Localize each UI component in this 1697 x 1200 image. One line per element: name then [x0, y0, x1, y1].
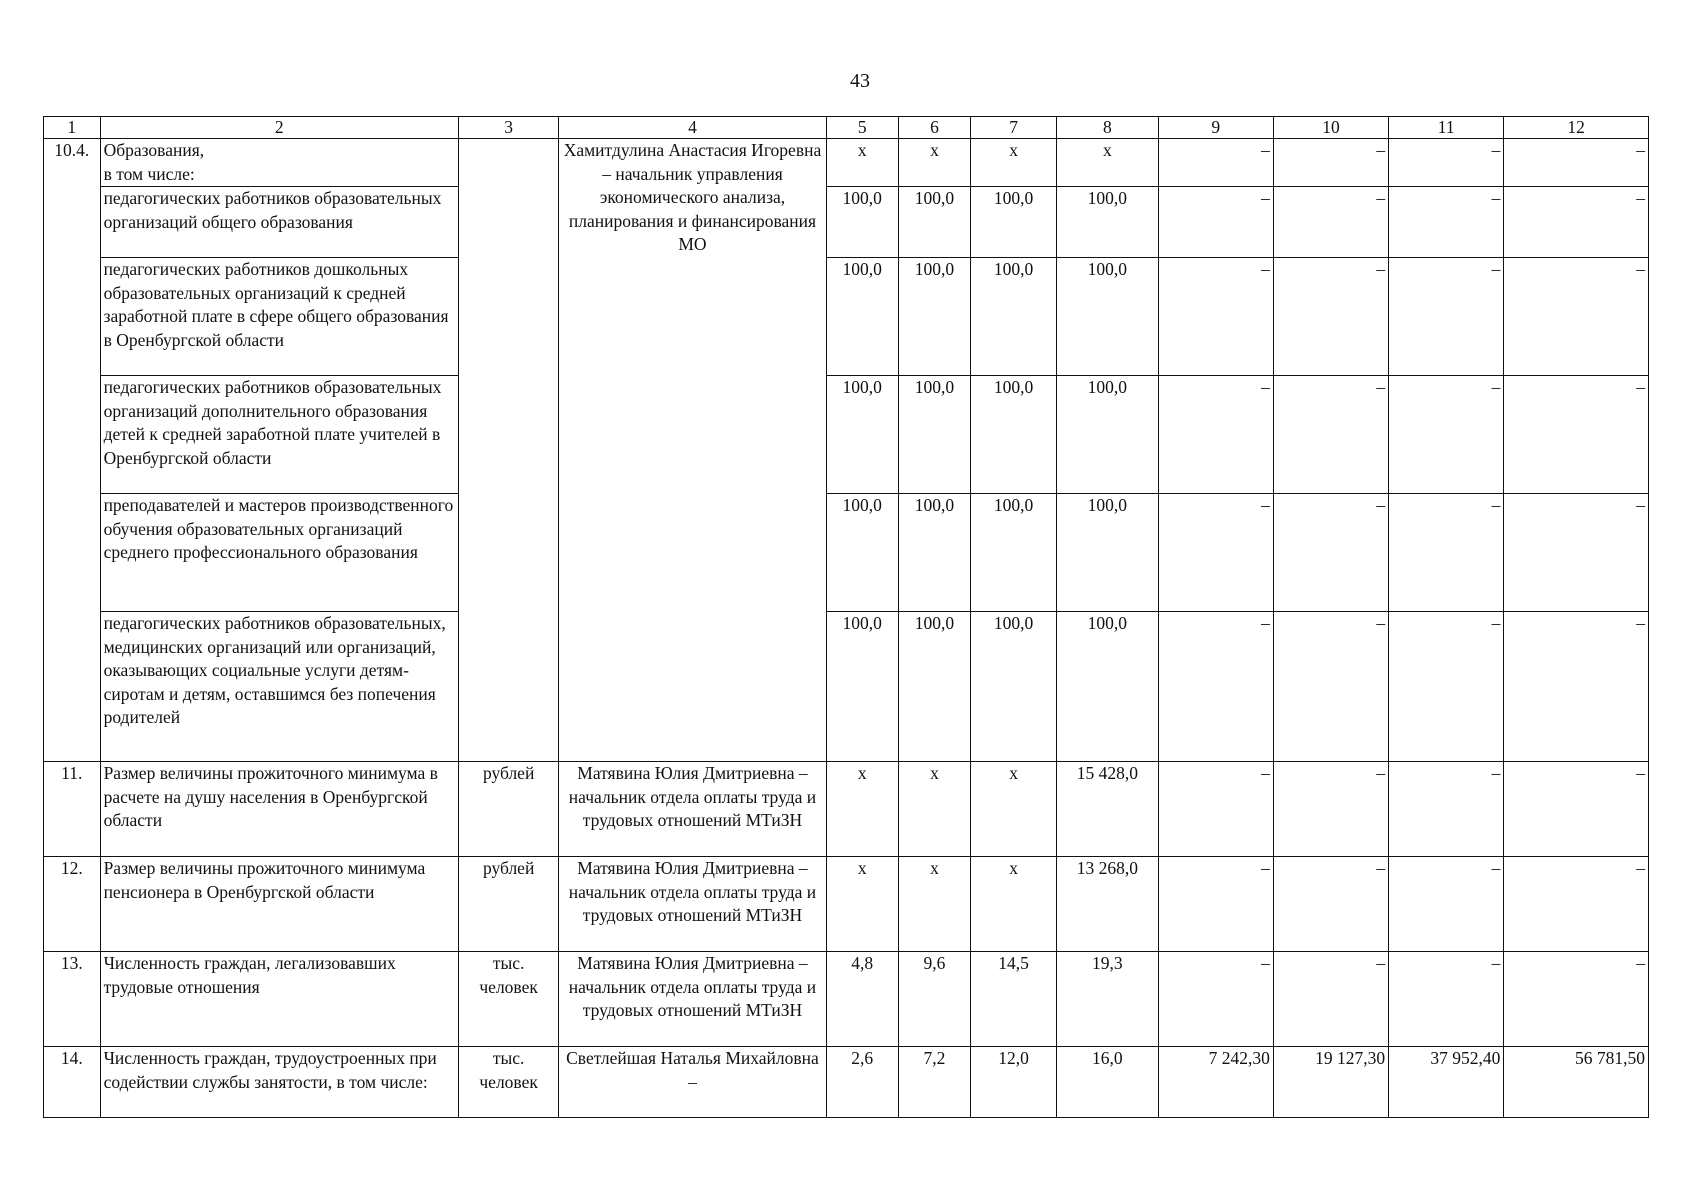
value-cell: – [1504, 376, 1649, 494]
value-cell: 12,0 [971, 1047, 1057, 1118]
value-cell: х [971, 857, 1057, 952]
table-row [44, 1047, 1649, 1118]
indicator-name: педагогических работников образовательных организаций дополнительного образования детей к средней заработной плате учителей в Оренбургской области [100, 376, 458, 494]
value-cell: – [1273, 376, 1388, 494]
value-cell: х [971, 762, 1057, 857]
value-cell: – [1389, 762, 1504, 857]
value-cell: 15 428,0 [1057, 762, 1159, 857]
page-number: 43 [850, 70, 870, 92]
value-cell: – [1273, 857, 1388, 952]
value-cell: – [1158, 762, 1273, 857]
value-cell: 100,0 [971, 258, 1057, 376]
column-number: 10 [1273, 117, 1388, 139]
unit-cell: тыс. человек [458, 1047, 559, 1118]
indicator-name: Численность граждан, трудоустроенных при содействии службы занятости, в том числе: [100, 1047, 458, 1118]
value-cell: х [898, 762, 970, 857]
row-number: 14. [44, 1047, 101, 1118]
responsible-person: Матявина Юлия Дмитриевна – начальник отдела оплаты труда и трудовых отношений МТиЗН [559, 857, 826, 952]
value-cell: 100,0 [1057, 258, 1159, 376]
value-cell: – [1389, 952, 1504, 1047]
value-cell: – [1158, 187, 1273, 258]
value-cell: – [1389, 612, 1504, 762]
table-row [44, 376, 1649, 494]
value-cell: – [1504, 258, 1649, 376]
column-number: 12 [1504, 117, 1649, 139]
value-cell: – [1504, 187, 1649, 258]
value-cell: 100,0 [898, 612, 970, 762]
column-number: 3 [458, 117, 559, 139]
value-cell: 2,6 [826, 1047, 898, 1118]
value-cell: 100,0 [826, 258, 898, 376]
value-cell: 37 952,40 [1389, 1047, 1504, 1118]
value-cell: х [826, 139, 898, 187]
responsible-person: Матявина Юлия Дмитриевна – начальник отдела оплаты труда и трудовых отношений МТиЗН [559, 952, 826, 1047]
value-cell: х [898, 857, 970, 952]
table-row [44, 258, 1649, 376]
value-cell: – [1389, 494, 1504, 612]
table-row [44, 139, 1649, 187]
value-cell: 13 268,0 [1057, 857, 1159, 952]
value-cell: – [1273, 187, 1388, 258]
value-cell: 9,6 [898, 952, 970, 1047]
column-number: 8 [1057, 117, 1159, 139]
value-cell: 14,5 [971, 952, 1057, 1047]
indicator-name: педагогических работников образовательных организаций общего образования [100, 187, 458, 258]
value-cell: 4,8 [826, 952, 898, 1047]
value-cell: – [1158, 612, 1273, 762]
value-cell: – [1504, 857, 1649, 952]
value-cell: 16,0 [1057, 1047, 1159, 1118]
column-number: 9 [1158, 117, 1273, 139]
indicator-name: Образования, в том числе: [100, 139, 458, 187]
row-number: 13. [44, 952, 101, 1047]
unit-cell [458, 139, 559, 762]
value-cell: – [1389, 139, 1504, 187]
value-cell: 100,0 [826, 376, 898, 494]
indicator-name: Размер величины прожиточного минимума в расчете на душу населения в Оренбургской области [100, 762, 458, 857]
column-numbers-row [44, 117, 1649, 139]
value-cell: – [1389, 376, 1504, 494]
value-cell: 100,0 [826, 612, 898, 762]
column-number: 5 [826, 117, 898, 139]
indicators-table [43, 116, 1649, 1118]
value-cell: – [1504, 139, 1649, 187]
value-cell: – [1273, 762, 1388, 857]
table-row [44, 857, 1649, 952]
value-cell: 100,0 [1057, 376, 1159, 494]
column-number: 2 [100, 117, 458, 139]
table-row [44, 952, 1649, 1047]
value-cell: – [1273, 952, 1388, 1047]
indicator-name: педагогических работников дошкольных образовательных организаций к средней заработной плате в сфере общего образования в Оренбургской области [100, 258, 458, 376]
column-number: 7 [971, 117, 1057, 139]
value-cell: х [826, 857, 898, 952]
value-cell: х [898, 139, 970, 187]
value-cell: – [1504, 762, 1649, 857]
value-cell: – [1158, 952, 1273, 1047]
value-cell: – [1273, 494, 1388, 612]
column-number: 4 [559, 117, 826, 139]
value-cell: – [1158, 139, 1273, 187]
table-row [44, 612, 1649, 762]
column-number: 1 [44, 117, 101, 139]
table-row [44, 187, 1649, 258]
value-cell: 100,0 [898, 187, 970, 258]
value-cell: х [1057, 139, 1159, 187]
column-number: 6 [898, 117, 970, 139]
unit-cell: рублей [458, 762, 559, 857]
value-cell: 7,2 [898, 1047, 970, 1118]
value-cell: 100,0 [971, 187, 1057, 258]
value-cell: 100,0 [898, 494, 970, 612]
value-cell: 100,0 [971, 376, 1057, 494]
value-cell: 100,0 [1057, 612, 1159, 762]
value-cell: 100,0 [971, 612, 1057, 762]
value-cell: – [1504, 952, 1649, 1047]
value-cell: – [1158, 494, 1273, 612]
indicator-name: Численность граждан, легализовавших трудовые отношения [100, 952, 458, 1047]
indicator-name: преподавателей и мастеров производственного обучения образовательных организаций среднего профессионального образования [100, 494, 458, 612]
responsible-person: Хамитдулина Анастасия Игоревна – начальник управления экономического анализа, планирования и финансирования МО [559, 139, 826, 762]
value-cell: 19 127,30 [1273, 1047, 1388, 1118]
value-cell: 19,3 [1057, 952, 1159, 1047]
row-number: 10.4. [44, 139, 101, 762]
value-cell: – [1273, 612, 1388, 762]
indicator-name: педагогических работников образовательных, медицинских организаций или организаций, оказывающих социальные услуги детям-сиротам и детям, оставшимся без попечения родителей [100, 612, 458, 762]
value-cell: х [826, 762, 898, 857]
value-cell: – [1273, 258, 1388, 376]
row-number: 12. [44, 857, 101, 952]
value-cell: – [1273, 139, 1388, 187]
value-cell: 100,0 [826, 494, 898, 612]
value-cell: 56 781,50 [1504, 1047, 1649, 1118]
value-cell: – [1158, 857, 1273, 952]
unit-cell: тыс. человек [458, 952, 559, 1047]
value-cell: – [1158, 258, 1273, 376]
value-cell: – [1389, 258, 1504, 376]
value-cell: 100,0 [898, 258, 970, 376]
value-cell: – [1158, 376, 1273, 494]
table-row [44, 762, 1649, 857]
value-cell: – [1504, 494, 1649, 612]
column-number: 11 [1389, 117, 1504, 139]
value-cell: 100,0 [1057, 494, 1159, 612]
indicator-name: Размер величины прожиточного минимума пенсионера в Оренбургской области [100, 857, 458, 952]
row-number: 11. [44, 762, 101, 857]
responsible-person: Матявина Юлия Дмитриевна – начальник отдела оплаты труда и трудовых отношений МТиЗН [559, 762, 826, 857]
unit-cell: рублей [458, 857, 559, 952]
value-cell: – [1389, 187, 1504, 258]
value-cell: 100,0 [826, 187, 898, 258]
value-cell: 100,0 [898, 376, 970, 494]
value-cell: – [1504, 612, 1649, 762]
responsible-person: Светлейшая Наталья Михайловна – [559, 1047, 826, 1118]
value-cell: 100,0 [971, 494, 1057, 612]
value-cell: 100,0 [1057, 187, 1159, 258]
value-cell: 7 242,30 [1158, 1047, 1273, 1118]
value-cell: – [1389, 857, 1504, 952]
value-cell: х [971, 139, 1057, 187]
table-row [44, 494, 1649, 612]
